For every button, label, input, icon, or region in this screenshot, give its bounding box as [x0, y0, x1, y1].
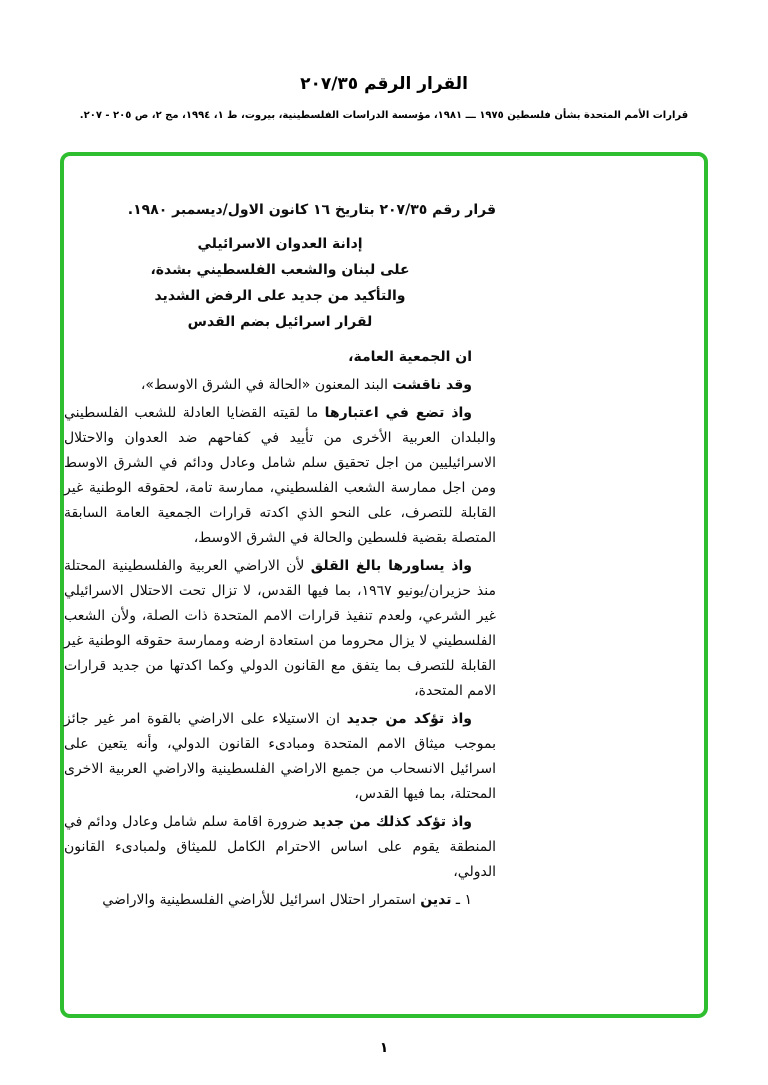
paragraph-lead: واذ تؤكد من جديد — [346, 711, 472, 727]
resolution-paragraph: واذ تضع في اعتبارها ما لقيته القضايا العادلة للشعب الفلسطيني والبلدان العربية الأخرى من تأييد في كفاحهم ضد العدوان والاحتلال الاسرائيليين من اجل تحقيق سلم شامل وعادل ودائم في الشرق الاوسط ومن اجل ممارسة الشعب الفلسطيني، ممارسة تامة، لحقوقه الوطنية غير القابلة للتصرف، على النحو الذي اكدته قرارات الجمعية العامة السابقة المتصلة بقضية فلسطين والحالة في الشرق الاوسط، — [64, 405, 496, 546]
document-frame — [60, 152, 708, 1018]
resolution-paragraph: ١ ـ تدين استمرار احتلال اسرائيل للأراضي الفلسطينية والاراضي — [102, 892, 472, 908]
paragraph-lead: ان الجمعية العامة، — [348, 349, 472, 365]
resolution-paragraph: واذ تؤكد من جديد ان الاستيلاء على الاراضي بالقوة امر غير جائز بموجب ميثاق الامم المتحدة ومبادىء القانون الدولي، وأنه يتعين على اسرائيل الانسحاب من جميع الاراضي الفلسطينية والاراضي العربية الاخرى المحتلة، بما فيها القدس، — [64, 711, 496, 802]
resolution-title: القرار الرقم ٢٠٧/٣٥ — [300, 74, 468, 94]
resolution-content — [64, 198, 496, 913]
resolution-heading-line: إدانة العدوان الاسرائيلي — [197, 236, 363, 252]
page-header — [0, 0, 768, 121]
source-citation: قرارات الأمم المتحدة بشأن فلسطين ١٩٧٥ ـــ ١٩٨١، مؤسسة الدراسات الفلسطينية، بيروت، ط ١، ١٩٩٤، مج ٢، ص ٢٠٥ - ٢٠٧. — [79, 110, 689, 121]
resolution-paragraph: واذ يساورها بالغ القلق لأن الاراضي العربية والفلسطينية المحتلة منذ حزيران/يونيو ١٩٦٧، بما فيها القدس، لا تزال تحت الاحتلال الاسرائيلي غير الشرعي، ولعدم تنفيذ قرارات الامم المتحدة ذات الصلة، ولأن الشعب الفلسطيني لا يزال محروما من استعادة ارضه وممارسة حقوقه الوطنية غير القابلة للتصرف بما يتفق مع القانون الدولي وكما اكدتها من جديد قرارات الامم المتحدة، — [64, 558, 497, 699]
resolution-paragraph: وقد ناقشت البند المعنون «الحالة في الشرق الاوسط»، — [140, 377, 472, 393]
resolution-heading-line: على لبنان والشعب الفلسطيني بشدة، — [150, 262, 410, 278]
paragraph-lead: واذ تضع في اعتبارها — [324, 405, 473, 421]
paragraph-lead: واذ يساورها بالغ القلق — [310, 558, 473, 574]
paragraph-lead: وقد ناقشت — [392, 377, 472, 393]
resolution-intro-line: قرار رقم ٢٠٧/٣٥ بتاريخ ١٦ كانون الاول/ديسمبر ١٩٨٠. — [127, 202, 496, 218]
resolution-body — [64, 345, 496, 913]
paragraph-lead: تدين — [420, 892, 452, 908]
resolution-heading-line: والتأكيد من جديد على الرفض الشديد — [154, 288, 406, 304]
resolution-heading-line: لقرار اسرائيل بضم القدس — [187, 314, 373, 330]
resolution-paragraph: واذ تؤكد كذلك من جديد ضرورة اقامة سلم شامل وعادل ودائم في المنطقة يقوم على اساس الاحترام الكامل للميثاق ولمبادىء القانون الدولي، — [64, 814, 496, 880]
page-number: ١ — [379, 1040, 389, 1056]
resolution-paragraph — [64, 345, 496, 370]
paragraph-lead: واذ تؤكد كذلك من جديد — [312, 814, 472, 830]
resolution-heading-block — [64, 231, 496, 335]
